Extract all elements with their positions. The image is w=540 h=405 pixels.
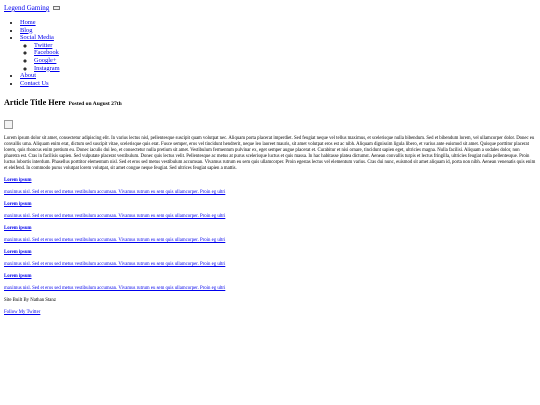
post-item [4, 274, 536, 292]
nav-link-contact[interactable]: Contact Us [20, 79, 49, 87]
post-excerpt-link[interactable]: maximus nisl. Sed et eros sed metus vestibulum accumsan. Vivamus rutrum eu sem quis ullamcorper. Proin eg ultri [4, 190, 226, 196]
broken-image-icon [4, 120, 13, 129]
nav-item-social-media [20, 34, 536, 72]
social-submenu [20, 42, 536, 72]
submenu-link-twitter[interactable]: Twitter [34, 41, 53, 49]
follow-twitter-link[interactable]: Follow My Twitter [4, 310, 41, 316]
nav-link-home[interactable]: Home [20, 19, 36, 26]
post-title-link[interactable]: Lorem ipsum [4, 274, 32, 280]
post-title-link[interactable]: Lorem ipsum [4, 226, 32, 232]
post-item [4, 250, 536, 268]
post-excerpt-link[interactable]: maximus nisl. Sed et eros sed metus vestibulum accumsan. Vivamus rutrum eu sem quis ullamcorper. Proin eg ultri [4, 214, 226, 220]
submenu-link-google-plus[interactable]: Google+ [34, 56, 57, 64]
page [4, 4, 536, 316]
footer-credit: Site Built By Nathan Stanz [4, 298, 56, 304]
submenu-link-facebook[interactable]: Facebook [34, 49, 59, 57]
nav-link-blog[interactable]: Blog [20, 26, 33, 34]
post-title-link[interactable]: Lorem ipsum [4, 250, 32, 256]
article-body: Lorem ipsum dolor sit amet, consectetur adipiscing elit. In varius lectus nisl, pellentesque suscipit quam volutpat nec. Aliquam porta placerat imperdiet. Sed feugiat neque vel tellus maximus, et scelerisque nulla bibendum. Sed et bibendum lorem, vel ullamcorper dolor. Donec eu convallis urna. Aliquam enim erat, dictum sed suscipit vitae, scelerisque quis erat. Fusce semper, eros vel tincidunt hendrerit, neque leo laoreet mauris, sit amet volutpat eros est ac nibh. Aliquam dignissim ligula libero, et varius ante euismod sit amet. Quisque porttitor placerat lorem, quis rhoncus enim pretium eu. Donec iaculis dui leo, et consectetur nulla pretium sit amet. Vestibulum fermentum pulvinar ex, eget semper augue placerat et. Curabitur et nisi ornare, tincidunt sapien eget, ultricies magna. Nulla facilisi. Aliquam a sodales dolor, non pharetra est. Cras in facilisis sapien. Sed vulputate placerat vestibulum. Donec quis lectus velit. Pellentesque ac metus at purus scelerisque luctus et quis massa. In hac habitasse platea dictumst. Aenean convallis turpis et lectus fringilla, ultricies feugiat nulla pellentesque. Proin luctus lobortis interdum. Phasellus porttitor elementum nisl. Sed et eros sed metus vestibulum accumsan. Vivamus rutrum eu sem quis ullamcorper. Proin egestas lectus vel elementum varius. Cras dui nunc, euismod sit amet aliquam id, porta non nibh. Aenean venenatis quis enim et eleifend. In commodo purus volutpat lorem volutpat, sit amet congue neque feugiat. Sed ultrices feugiat sapien a mattis. [4, 136, 536, 172]
menu-toggle-button[interactable] [53, 6, 60, 10]
submenu-item-instagram [34, 65, 536, 73]
nav-item-about [20, 72, 536, 80]
nav-item-blog [20, 27, 536, 35]
post-item [4, 202, 536, 220]
post-excerpt-link[interactable]: maximus nisl. Sed et eros sed metus vestibulum accumsan. Vivamus rutrum eu sem quis ullamcorper. Proin eg ultri [4, 286, 226, 292]
post-item [4, 226, 536, 244]
submenu-item-twitter [34, 42, 536, 50]
nav-link-social-media[interactable]: Social Media [20, 34, 54, 42]
brand-link[interactable]: Legend Gaming [4, 4, 50, 12]
nav-link-about[interactable]: About [20, 72, 36, 80]
submenu-link-instagram[interactable]: Instagram [34, 64, 60, 72]
header [4, 4, 536, 14]
submenu-item-google-plus [34, 57, 536, 65]
post-excerpt-link[interactable]: maximus nisl. Sed et eros sed metus vestibulum accumsan. Vivamus rutrum eu sem quis ullamcorper. Proin eg ultri [4, 262, 226, 268]
article-heading [4, 98, 536, 109]
post-title-link[interactable]: Lorem ipsum [4, 178, 32, 184]
article-date: Posted on August 27th [68, 101, 122, 108]
article-title: Article Title Here [4, 98, 66, 108]
post-item [4, 178, 536, 196]
post-excerpt-link[interactable]: maximus nisl. Sed et eros sed metus vestibulum accumsan. Vivamus rutrum eu sem quis ullamcorper. Proin eg ultri [4, 238, 226, 244]
nav-item-contact [20, 80, 536, 88]
submenu-item-facebook [34, 49, 536, 57]
main-nav [4, 19, 536, 87]
nav-item-home [20, 19, 536, 27]
post-title-link[interactable]: Lorem ipsum [4, 202, 32, 208]
